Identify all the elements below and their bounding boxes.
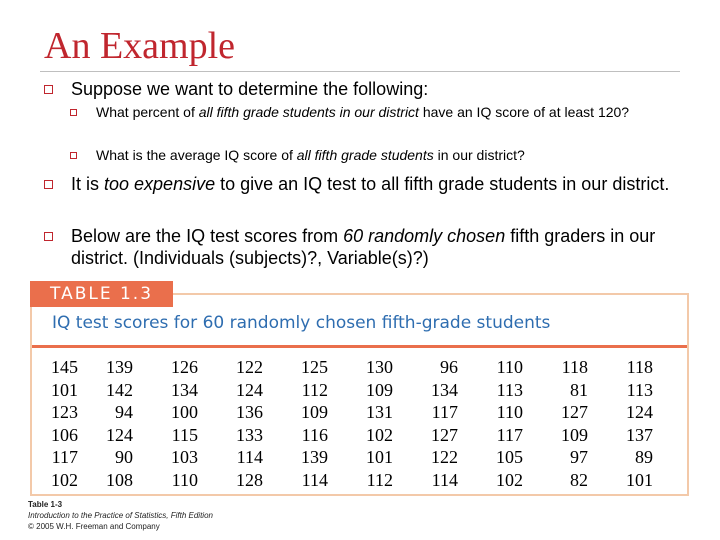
table-row bbox=[48, 379, 678, 401]
text-part: fifth graders in our district. (Individuals (subjects)?, Variable(s)?) bbox=[71, 226, 656, 268]
sub-bullet-1 bbox=[70, 104, 630, 120]
table-cell: 123 bbox=[51, 402, 78, 422]
table-cell: 112 bbox=[301, 379, 328, 400]
table-cell: 113 bbox=[626, 379, 653, 400]
table-cell: 139 bbox=[106, 357, 133, 377]
table-cell: 110 bbox=[496, 402, 523, 422]
table-cell: 109 bbox=[561, 424, 588, 445]
table-row bbox=[48, 446, 678, 468]
text-part: It is bbox=[71, 174, 105, 194]
table-cell: 90 bbox=[115, 447, 133, 467]
table-cell: 118 bbox=[626, 357, 653, 377]
table-row bbox=[48, 469, 678, 491]
text-part: have an IQ score of at least 120? bbox=[418, 104, 630, 120]
table-cell: 96 bbox=[440, 357, 458, 377]
table-cell: 114 bbox=[236, 447, 263, 467]
text-part: Below are the IQ test scores from bbox=[71, 226, 344, 246]
text-part: to give an IQ test to all fifth grade students in our district. bbox=[215, 174, 670, 194]
table-divider bbox=[32, 345, 687, 348]
square-bullet-icon bbox=[70, 109, 77, 116]
emphasis-text: all fifth grade students bbox=[296, 147, 434, 163]
table-cell: 102 bbox=[366, 424, 393, 445]
square-bullet-icon bbox=[70, 152, 77, 159]
table-cell: 106 bbox=[51, 424, 78, 445]
bullet-1-text: Suppose we want to determine the following: bbox=[71, 79, 429, 99]
table-cell: 125 bbox=[301, 357, 328, 377]
table-cell: 97 bbox=[570, 447, 588, 467]
credit-book-title: Introduction to the Practice of Statistics, Fifth Edition bbox=[28, 511, 213, 520]
table-cell: 116 bbox=[301, 424, 328, 445]
square-bullet-icon bbox=[44, 180, 53, 189]
table-cell: 114 bbox=[301, 469, 328, 490]
table-cell: 114 bbox=[431, 469, 458, 490]
table-cell: 115 bbox=[171, 424, 198, 445]
bullet-2-text bbox=[71, 173, 691, 195]
credit-copyright: © 2005 W.H. Freeman and Company bbox=[28, 522, 160, 531]
table-cell: 117 bbox=[51, 447, 78, 467]
table-cell: 118 bbox=[561, 357, 588, 377]
table-cell: 124 bbox=[626, 402, 653, 422]
table-cell: 134 bbox=[431, 379, 458, 400]
sub-bullet-2-text bbox=[96, 147, 676, 164]
table-cell: 131 bbox=[366, 402, 393, 422]
table-cell: 94 bbox=[115, 402, 133, 422]
table-cell: 112 bbox=[366, 469, 393, 490]
sub-bullet-2 bbox=[70, 147, 525, 163]
table-cell: 102 bbox=[496, 469, 523, 490]
table-cell: 127 bbox=[431, 424, 458, 445]
text-part: in our district? bbox=[433, 147, 525, 163]
table-cell: 126 bbox=[171, 357, 198, 377]
table-cell: 105 bbox=[496, 447, 523, 467]
sub-bullet-1-text bbox=[96, 104, 676, 121]
table-cell: 101 bbox=[626, 469, 653, 490]
bullet-3 bbox=[44, 225, 656, 268]
table-cell: 134 bbox=[171, 379, 198, 400]
table-cell: 89 bbox=[635, 447, 653, 467]
table-cell: 110 bbox=[496, 357, 523, 377]
table-cell: 108 bbox=[106, 469, 133, 490]
table-row bbox=[48, 424, 678, 446]
table-cell: 109 bbox=[301, 402, 328, 422]
table-cell: 124 bbox=[236, 379, 263, 400]
table-cell: 139 bbox=[301, 447, 328, 467]
table-cell: 133 bbox=[236, 424, 263, 445]
table-cell: 136 bbox=[236, 402, 263, 422]
table-row bbox=[48, 356, 678, 378]
table-cell: 122 bbox=[431, 447, 458, 467]
credit-table-label: Table 1-3 bbox=[28, 500, 63, 509]
table-tag: TABLE 1.3 bbox=[30, 281, 173, 307]
bullet-1 bbox=[44, 78, 429, 99]
slide-title: An Example bbox=[44, 25, 236, 67]
table-cell: 101 bbox=[366, 447, 393, 467]
table-cell: 82 bbox=[570, 469, 588, 490]
table-cell: 117 bbox=[431, 402, 458, 422]
table-cell: 81 bbox=[570, 379, 588, 400]
emphasis-text: 60 randomly chosen bbox=[343, 226, 506, 246]
table-cell: 117 bbox=[496, 424, 523, 445]
table-cell: 124 bbox=[106, 424, 133, 445]
table-caption: IQ test scores for 60 randomly chosen fifth-grade students bbox=[52, 313, 551, 333]
table-cell: 128 bbox=[236, 469, 263, 490]
table-cell: 145 bbox=[51, 357, 78, 377]
table-cell: 113 bbox=[496, 379, 523, 400]
text-part: What percent of bbox=[96, 104, 199, 120]
table-cell: 110 bbox=[171, 469, 198, 490]
emphasis-text: too expensive bbox=[104, 174, 216, 194]
square-bullet-icon bbox=[44, 85, 53, 94]
emphasis-text: all fifth grade students in our district bbox=[198, 104, 419, 120]
figure-credit bbox=[28, 499, 213, 532]
table-cell: 109 bbox=[366, 379, 393, 400]
table-row bbox=[48, 401, 678, 423]
bullet-3-text bbox=[71, 225, 691, 269]
table-cell: 137 bbox=[626, 424, 653, 445]
table-cell: 102 bbox=[51, 469, 78, 490]
table-cell: 127 bbox=[561, 402, 588, 422]
table-cell: 100 bbox=[171, 402, 198, 422]
table-cell: 103 bbox=[171, 447, 198, 467]
table-cell: 142 bbox=[106, 379, 133, 400]
bullet-2 bbox=[44, 173, 670, 194]
text-part: What is the average IQ score of bbox=[96, 147, 297, 163]
table-cell: 130 bbox=[366, 357, 393, 377]
square-bullet-icon bbox=[44, 232, 53, 241]
table-cell: 122 bbox=[236, 357, 263, 377]
title-divider bbox=[40, 71, 680, 72]
table-cell: 101 bbox=[51, 379, 78, 400]
